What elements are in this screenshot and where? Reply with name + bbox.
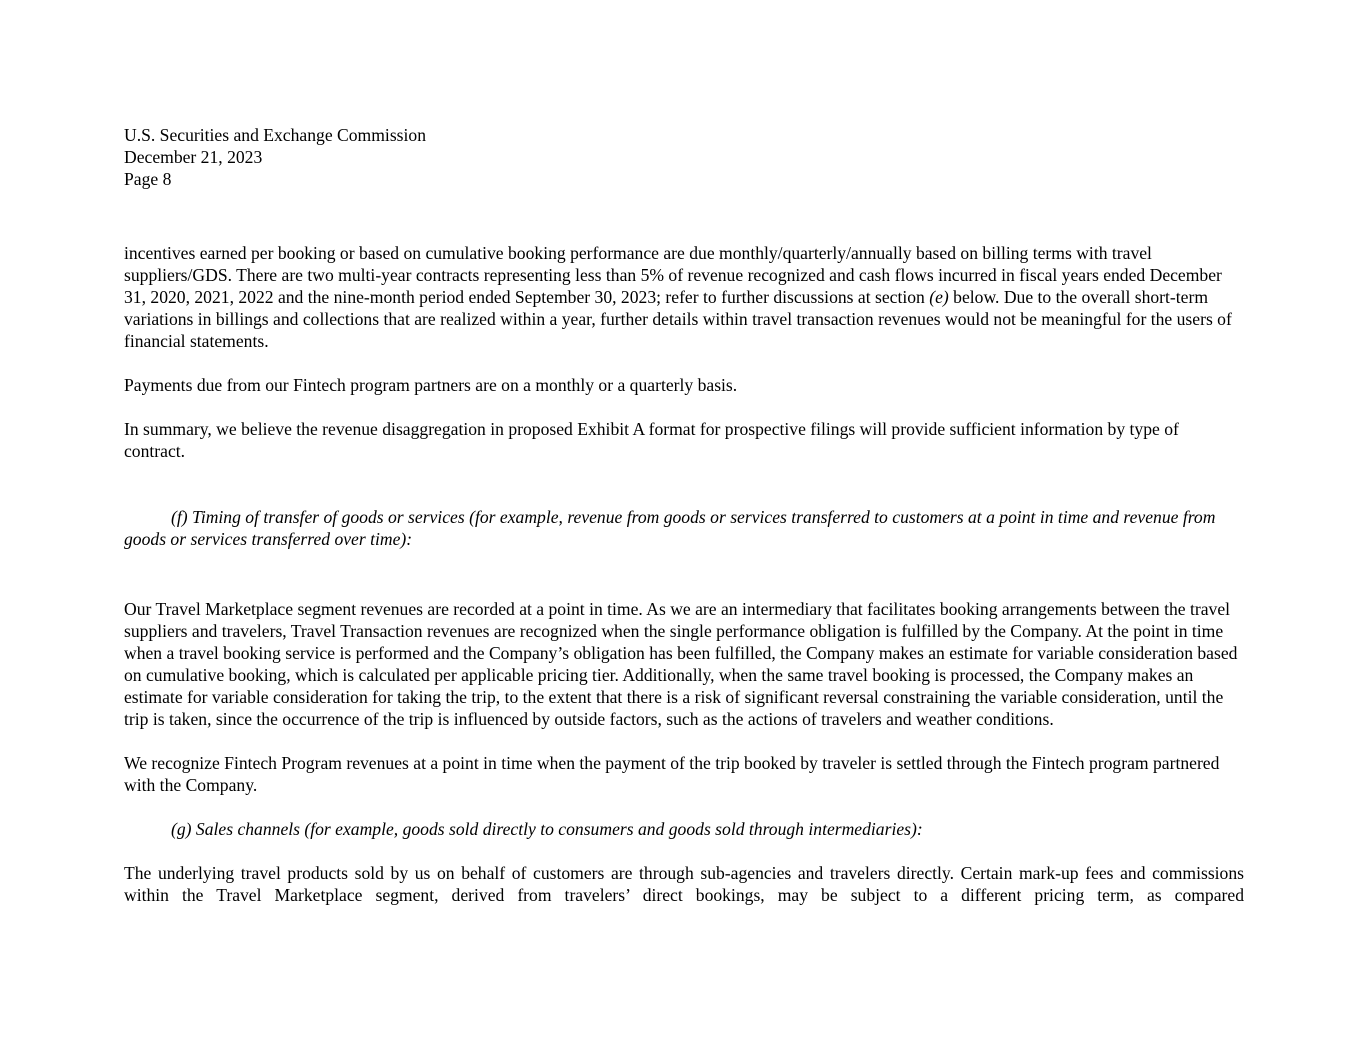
header-page-number: Page 8: [124, 169, 172, 189]
heading-timing-of-transfer: (f) Timing of transfer of goods or services (for example, revenue from goods or services transferred to customers at a point in time and revenue from goods or services transferred over time):: [124, 507, 1216, 549]
letter-header: [124, 124, 1244, 190]
paragraph-billing-terms-text-a: incentives earned per booking or based on cumulative booking performance are due monthly/quarterly/annually based on billing terms with travel suppliers/GDS. There are two multi-year contracts representing less than 5% of revenue recognized and cash flows incurred in fiscal years ended December 31, 2020, 2021, 2022 and the nine-month period ended September 30, 2023; refer to further discussions at section: [124, 243, 1222, 307]
paragraph-summary: In summary, we believe the revenue disaggregation in proposed Exhibit A format for prospective filings will provide sufficient information by type of contract.: [124, 419, 1179, 461]
paragraph-billing-terms-text-b: below. Due to the overall short-term variations in billings and collections that are realized within a year, further details within travel transaction revenues would not be meaningful for the users of financial statements.: [124, 287, 1232, 351]
paragraph-fintech-payments: Payments due from our Fintech program partners are on a monthly or a quarterly basis.: [124, 375, 738, 395]
paragraph-travel-marketplace-revenue: Our Travel Marketplace segment revenues are recorded at a point in time. As we are an intermediary that facilitates booking arrangements between the travel suppliers and travelers, Travel Transaction revenues are recognized when the single performance obligation is fulfilled by the Company. At the point in time when a travel booking service is performed and the Company’s obligation has been fulfilled, the Company makes an estimate for variable consideration based on cumulative booking, which is calculated per applicable pricing tier. Additionally, when the same travel booking is processed, the Company makes an estimate for variable consideration for taking the trip, to the extent that there is a risk of significant reversal constraining the variable consideration, until the trip is taken, since the occurrence of the trip is influenced by outside factors, such as the actions of travelers and weather conditions.: [124, 599, 1238, 729]
heading-sales-channels: (g) Sales channels (for example, goods sold directly to consumers and goods sold through intermediaries):: [171, 819, 923, 839]
header-recipient: U.S. Securities and Exchange Commission: [124, 125, 426, 145]
paragraph-sales-channels: The underlying travel products sold by us on behalf of customers are through sub-agencies and travelers directly. Certain mark-up fees and commissions within the Travel Marketplace segment, derived from travelers’ direct bookings, may be subject to a different pricing term, as compared: [124, 863, 1244, 905]
letter-page: [124, 124, 1244, 906]
paragraph-billing-terms: [124, 242, 1244, 352]
section-reference-e: (e): [929, 287, 949, 307]
header-date: December 21, 2023: [124, 147, 263, 167]
paragraph-fintech-revenue: We recognize Fintech Program revenues at a point in time when the payment of the trip booked by traveler is settled through the Fintech program partnered with the Company.: [124, 753, 1220, 795]
